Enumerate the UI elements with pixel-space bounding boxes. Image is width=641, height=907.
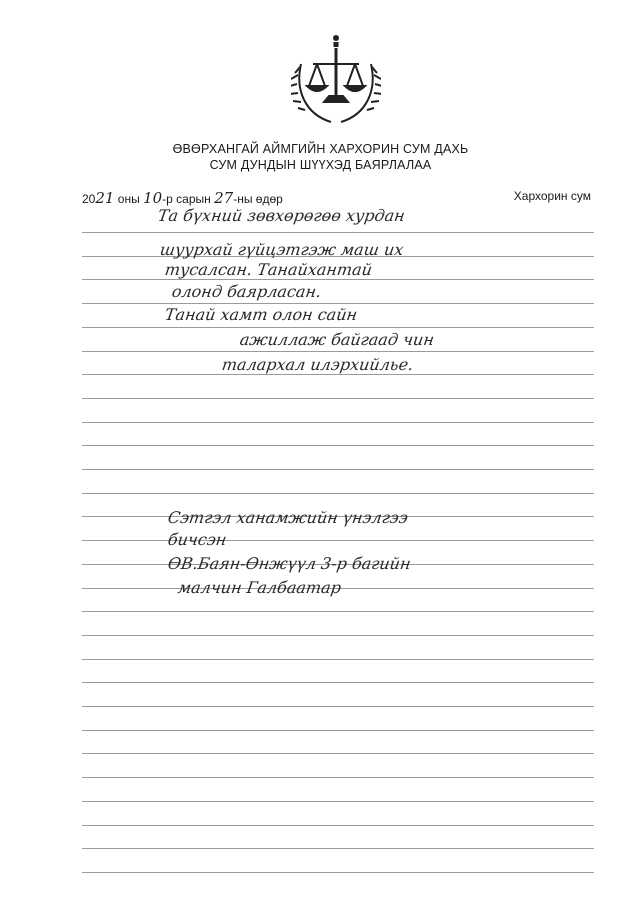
- year-label: оны: [117, 192, 140, 206]
- ruled-line: [82, 611, 594, 612]
- letter-line-7: талархал илэрхийлье.: [220, 355, 415, 374]
- year-prefix: 20: [82, 192, 96, 206]
- month-label: -р сарын: [162, 192, 211, 206]
- year-handwritten: 21: [95, 189, 115, 207]
- letter-line-1: Та бүхний зөвхөрөгөө хурдан: [156, 206, 407, 225]
- laurel-left-icon: [291, 64, 331, 122]
- ruled-line: [82, 279, 594, 280]
- day-handwritten: 27: [214, 189, 234, 207]
- ruled-line: [82, 777, 594, 778]
- ruled-line: [82, 801, 594, 802]
- ruled-line: [82, 682, 594, 683]
- ruled-line: [82, 374, 594, 375]
- letter-line-6: ажиллаж байгаад чин: [238, 330, 436, 349]
- ruled-line: [82, 327, 594, 328]
- ruled-line: [82, 351, 594, 352]
- ruled-line: [82, 445, 594, 446]
- letter-line-3: тусалсан. Танайхантай: [163, 260, 374, 279]
- letter-line-2: шуурхай гүйцэтгэж маш их: [158, 240, 405, 259]
- place-label: Хархорин сум: [513, 189, 591, 203]
- closing-line-1: Сэтгэл ханамжийн үнэлгээ: [166, 508, 410, 527]
- closing-line-4: малчин Галбаатар: [176, 578, 343, 597]
- court-title-line-1: ӨВӨРХАНГАЙ АЙМГИЙН ХАРХОРИН СУМ ДАХЬ: [172, 142, 469, 156]
- ruled-line: [82, 706, 594, 707]
- letter-line-4: олонд баярласан.: [170, 282, 323, 301]
- laurel-right-icon: [341, 64, 381, 122]
- ruled-line: [82, 848, 594, 849]
- letter-line-5: Танай хамт олон сайн: [163, 305, 359, 324]
- ruled-line: [82, 753, 594, 754]
- ruled-line: [82, 303, 594, 304]
- month-handwritten: 10: [143, 189, 163, 207]
- court-emblem: [291, 30, 381, 130]
- closing-line-2: бичсэн: [166, 530, 228, 549]
- ruled-line: [82, 398, 594, 399]
- ruled-line: [82, 872, 594, 873]
- closing-line-3: ӨВ.Баян-Өнжүүл 3-р багийн: [166, 554, 412, 573]
- date-line: [82, 189, 283, 207]
- court-title-line-2: СУМ ДУНДЫН ШҮҮХЭД БАЯРЛАЛАА: [209, 158, 432, 172]
- ruled-line: [82, 469, 594, 470]
- ruled-line: [82, 730, 594, 731]
- ruled-line: [82, 540, 594, 541]
- ruled-line: [82, 232, 594, 233]
- soyombo-icon: [333, 35, 339, 96]
- ruled-line: [82, 422, 594, 423]
- day-label: -ны өдөр: [233, 192, 283, 206]
- ruled-line: [82, 635, 594, 636]
- ruled-line: [82, 825, 594, 826]
- ruled-line: [82, 659, 594, 660]
- ruled-line: [82, 493, 594, 494]
